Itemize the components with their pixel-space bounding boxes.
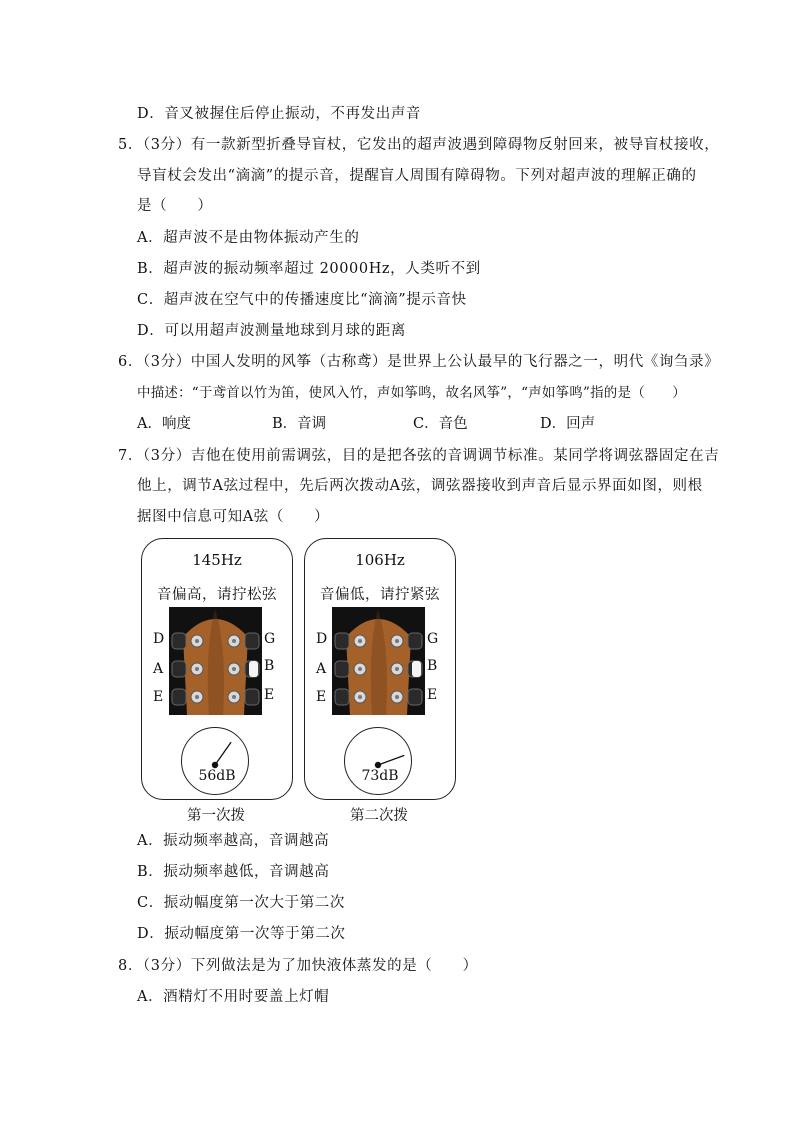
string-label-b: B (427, 658, 438, 674)
tuner-display-first (141, 538, 293, 800)
string-label-e-high: E (427, 687, 438, 703)
guitar-headstock-image (332, 607, 425, 715)
tuner-hint: 音偏低，请拧紧弦 (320, 587, 440, 603)
string-label-d: D (153, 631, 165, 647)
string-label-d: D (316, 631, 328, 647)
q6-option-b: B．音调 (272, 416, 327, 432)
tuner-hint: 音偏高，请拧松弦 (157, 587, 277, 603)
tuner-caption-second: 第二次拨 (350, 808, 408, 824)
q7-stem-line1: 7．（3分）吉他在使用前需调弦，目的是把各弦的音调调节标准。某同学将调弦器固定在吉 (118, 448, 720, 464)
string-label-g: G (264, 631, 276, 647)
string-label-e-high: E (264, 687, 275, 703)
guitar-headstock-image (169, 607, 262, 715)
q7-option-a: A．振动频率越高，音调越高 (137, 833, 330, 849)
q7-option-c: C．振动幅度第一次大于第二次 (137, 895, 345, 911)
q5-option-a: A．超声波不是由物体振动产生的 (137, 230, 360, 246)
q6-stem-line2: 中描述：“于鸢首以竹为笛，使风入竹，声如筝鸣，故名风筝”，“声如筝鸣”指的是（ ） (137, 385, 687, 401)
gauge-needle (182, 728, 248, 794)
tuner-loudness: 56dB (198, 768, 236, 784)
tuner-caption-first: 第一次拨 (187, 808, 245, 824)
q5-option-b: B．超声波的振动频率超过 20000Hz，人类听不到 (137, 261, 481, 277)
loudness-gauge (344, 727, 412, 795)
q8-stem-line1: 8．（3分）下列做法是为了加快液体蒸发的是（ ） (118, 958, 478, 974)
q7-stem-line2: 他上，调节A弦过程中，先后两次拨动A弦，调弦器接收到声音后显示界面如图，则根 (137, 478, 703, 494)
q5-stem-line2: 导盲杖会发出“滴滴”的提示音，提醒盲人周围有障碍物。下列对超声波的理解正确的 (137, 168, 697, 184)
string-label-e-low: E (316, 689, 327, 705)
tuner-loudness: 73dB (361, 768, 399, 784)
q4-option-d: D．音叉被握住后停止振动，不再发出声音 (137, 106, 422, 122)
q5-stem-line3: 是（ ） (137, 198, 213, 214)
q6-option-c: C．音色 (413, 416, 468, 432)
q5-option-d: D．可以用超声波测量地球到月球的距离 (137, 323, 406, 339)
q6-option-a: A．响度 (137, 416, 191, 432)
string-label-g: G (427, 631, 439, 647)
q7-option-b: B．振动频率越低，音调越高 (137, 864, 330, 880)
tuner-frequency: 145Hz (192, 551, 242, 569)
string-label-a: A (153, 661, 164, 677)
q7-stem-line3: 据图中信息可知A弦（ ） (137, 509, 330, 525)
string-label-a: A (316, 661, 327, 677)
q5-option-c: C．超声波在空气中的传播速度比“滴滴”提示音快 (137, 292, 467, 308)
string-label-b: B (264, 658, 275, 674)
string-label-e-low: E (153, 689, 164, 705)
gauge-needle (345, 728, 411, 794)
loudness-gauge (181, 727, 249, 795)
q5-stem-line1: 5．（3分）有一款新型折叠导盲杖，它发出的超声波遇到障碍物反射回来，被导盲杖接收， (118, 137, 720, 153)
tuner-display-second (304, 538, 456, 800)
q8-option-a: A．酒精灯不用时要盖上灯帽 (137, 989, 330, 1005)
q6-option-d: D．回声 (540, 416, 596, 432)
tuner-frequency: 106Hz (355, 551, 405, 569)
q6-stem-line1: 6．（3分）中国人发明的风筝（古称鸢）是世界上公认最早的飞行器之一，明代《询刍录》 (118, 354, 720, 370)
q7-option-d: D．振动幅度第一次等于第二次 (137, 926, 346, 942)
